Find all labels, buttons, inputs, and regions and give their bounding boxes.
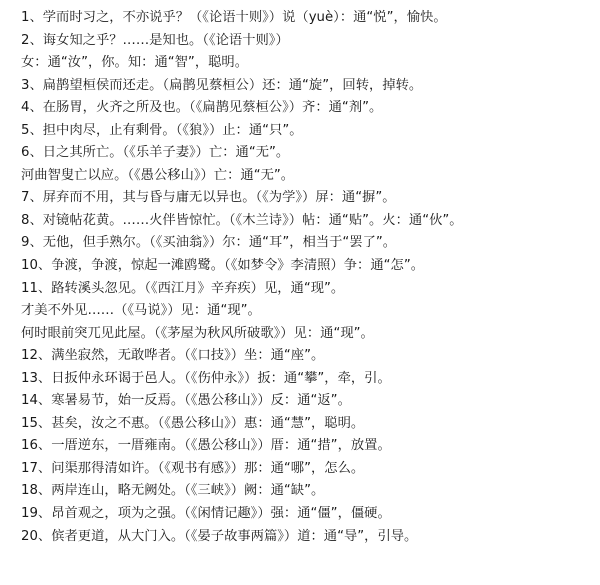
text-line-9: 7、屏弃而不用，其与昏与庸无以异也。（《为学》）屏：通“摒”。	[21, 190, 396, 206]
text-line-8: 河曲智叟亡以应。（《愚公移山》）亡：通“无”。	[21, 167, 295, 183]
text-line-7: 6、日之其所亡。（《乐羊子妻》）亡：通“无”。	[21, 145, 290, 161]
text-line-15: 何时眼前突兀见此屋。（《茅屋为秋风所破歌》）见：通“现”。	[21, 325, 374, 341]
text-line-13: 11、路转溪头忽见。（《西江月》辛弃疾）见，通“现”。	[21, 280, 345, 296]
text-line-1: 1、学而时习之，不亦说乎？（《论语十则》）说（yuè）：通“悦”，愉快。	[21, 10, 447, 25]
text-line-21: 17、问渠那得清如许。（《观书有感》）那：通“哪”，怎么。	[21, 460, 365, 476]
text-line-19: 15、甚矣，汝之不惠。（《愚公移山》）惠：通“慧”，聪明。	[21, 415, 365, 431]
text-line-23: 19、昂首观之，项为之强。（《闲情记趣》）强：通“僵”，僵硬。	[21, 506, 391, 522]
text-line-12: 10、争渡，争渡，惊起一滩鸥鹭。（《如梦令》李清照）争：通“怎”。	[21, 258, 425, 274]
text-line-20: 16、一厝逆东，一厝雍南。（《愚公移山》）厝：通“措”，放置。	[21, 438, 391, 454]
text-line-2: 2、诲女知之乎？……是知也。（《论语十则》）	[21, 32, 289, 48]
text-line-14: 才美不外见……（《马说》）见：通“现”。	[21, 303, 261, 319]
text-line-10: 8、对镜帖花黄。……火伴皆惊忙。（《木兰诗》）帖：通“贴”。火：通“伙”。	[21, 212, 463, 228]
text-line-18: 14、寒暑易节，始一反焉。（《愚公移山》）反：通“返”。	[21, 393, 351, 409]
text-line-11: 9、无他，但手熟尔。（《买油翁》）尔：通“耳”，相当于“罢了”。	[21, 235, 397, 251]
text-line-16: 12、满坐寂然，无敢哗者。（《口技》）坐：通“座”。	[21, 348, 325, 364]
text-line-4: 3、扁鹊望桓侯而还走。（扁鹊见蔡桓公）还：通“旋”，回转，掉转。	[21, 77, 423, 93]
text-line-6: 5、担中肉尽，止有剩骨。（《狼》）止：通“只”。	[21, 122, 303, 138]
text-line-22: 18、两岸连山，略无阙处。（《三峡》）阙：通“缺”。	[21, 483, 325, 499]
text-line-3: 女：通“汝”，你。知：通“智”，聪明。	[21, 55, 249, 71]
text-line-24: 20、傧者更道，从大门入。（《晏子故事两篇》）道：通“导”，引导。	[21, 528, 418, 544]
text-line-5: 4、在肠胃，火齐之所及也。（《扁鹊见蔡桓公》）齐：通“剂”。	[21, 100, 383, 116]
text-line-17: 13、日扳仲永环谒于邑人。（《伤仲永》）扳：通“攀”，牵，引。	[21, 370, 391, 386]
